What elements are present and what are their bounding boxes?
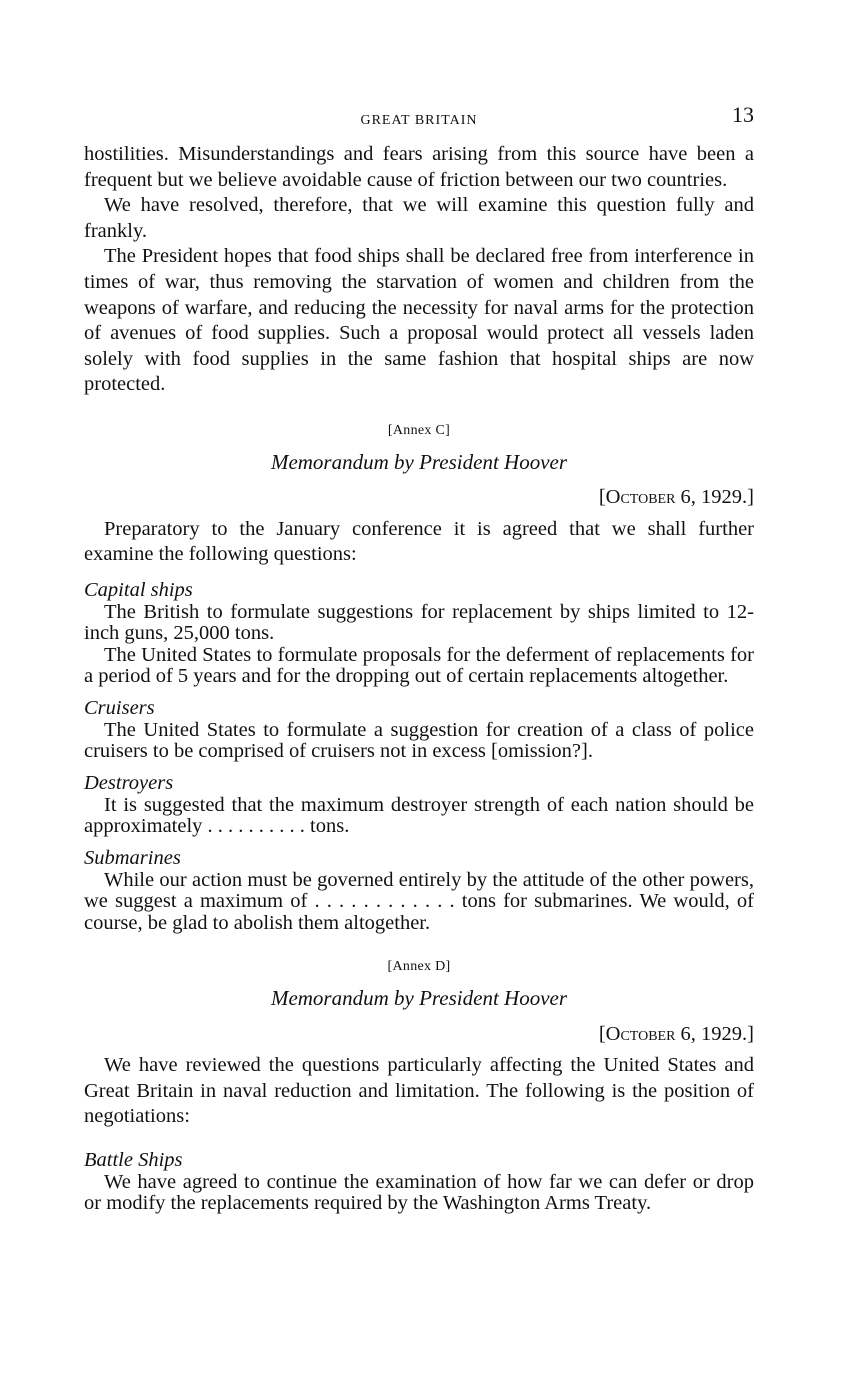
annex-d-title: Memorandum by President Hoover [270, 986, 568, 1010]
date-rest: 6, 1929.] [675, 1022, 754, 1045]
date-bracket: [ [598, 1022, 606, 1045]
body-paragraph: While our action must be governed entirely by the attitude of the other powers, we suggest a maximum of . . . . . . . . . . . . tons for submarines. We would, of course, be glad to abolish them altogether. [84, 868, 754, 934]
page-number: 13 [732, 102, 754, 127]
running-title: GREAT BRITAIN [360, 113, 478, 128]
annex-c-label: [Annex C] [387, 422, 451, 438]
body-paragraph: We have agreed to continue the examination of how far we can defer or drop or modify the replacements required by the Washington Arms Treaty. [84, 1170, 754, 1215]
body-paragraph: hostilities. Misunderstandings and fears arising from this source have been a frequent but we believe avoidable cause of friction between our two countries. [84, 143, 754, 191]
running-header [84, 104, 754, 136]
section-heading-capital-ships: Capital ships [84, 578, 193, 601]
body-paragraph: The President hopes that food ships shall be declared free from interference in times of war, thus removing the starvation of women and children from the weapons of warfare, and reducing the necessity for naval arms for the protection of avenues of food supplies. Such a proposal would protect all vessels laden solely with food supplies in the same fashion that hospital ships are now protected. [84, 245, 754, 396]
annex-d-date [84, 1022, 754, 1048]
section-heading-battle-ships: Battle Ships [84, 1148, 183, 1171]
document-page [84, 104, 754, 1215]
body-paragraph: The British to formulate suggestions for replacement by ships limited to 12-inch guns, 25,000 tons. [84, 600, 754, 645]
annex-c-intro: Preparatory to the January conference it is agreed that we shall further examine the following questions: [84, 517, 754, 566]
body-paragraph: It is suggested that the maximum destroyer strength of each nation should be approximately . . . . . . . . . . tons. [84, 793, 754, 838]
annex-d-intro: We have reviewed the questions particularly affecting the United States and Great Britain in naval reduction and limitation. The following is the position of negotiations: [84, 1054, 754, 1128]
annex-d-label: [Annex D] [387, 959, 451, 975]
section-heading-cruisers: Cruisers [84, 696, 155, 719]
date-month: October [605, 486, 676, 509]
section-heading-submarines: Submarines [84, 846, 181, 869]
annex-c-date [84, 485, 754, 511]
section-heading-destroyers: Destroyers [84, 771, 174, 794]
body-paragraph: The United States to formulate proposals for the deferment of replacements for a period of 5 years and for the dropping out of certain replacements altogether. [84, 643, 754, 688]
body-paragraph: We have resolved, therefore, that we will examine this question fully and frankly. [84, 194, 754, 242]
date-month: October [605, 1022, 676, 1045]
annex-c-title: Memorandum by President Hoover [270, 449, 568, 474]
body-paragraph: The United States to formulate a suggestion for creation of a class of police cruisers to be comprised of cruisers not in excess [omission?]. [84, 718, 754, 763]
date-rest: 6, 1929.] [675, 486, 754, 509]
date-bracket: [ [598, 486, 606, 509]
